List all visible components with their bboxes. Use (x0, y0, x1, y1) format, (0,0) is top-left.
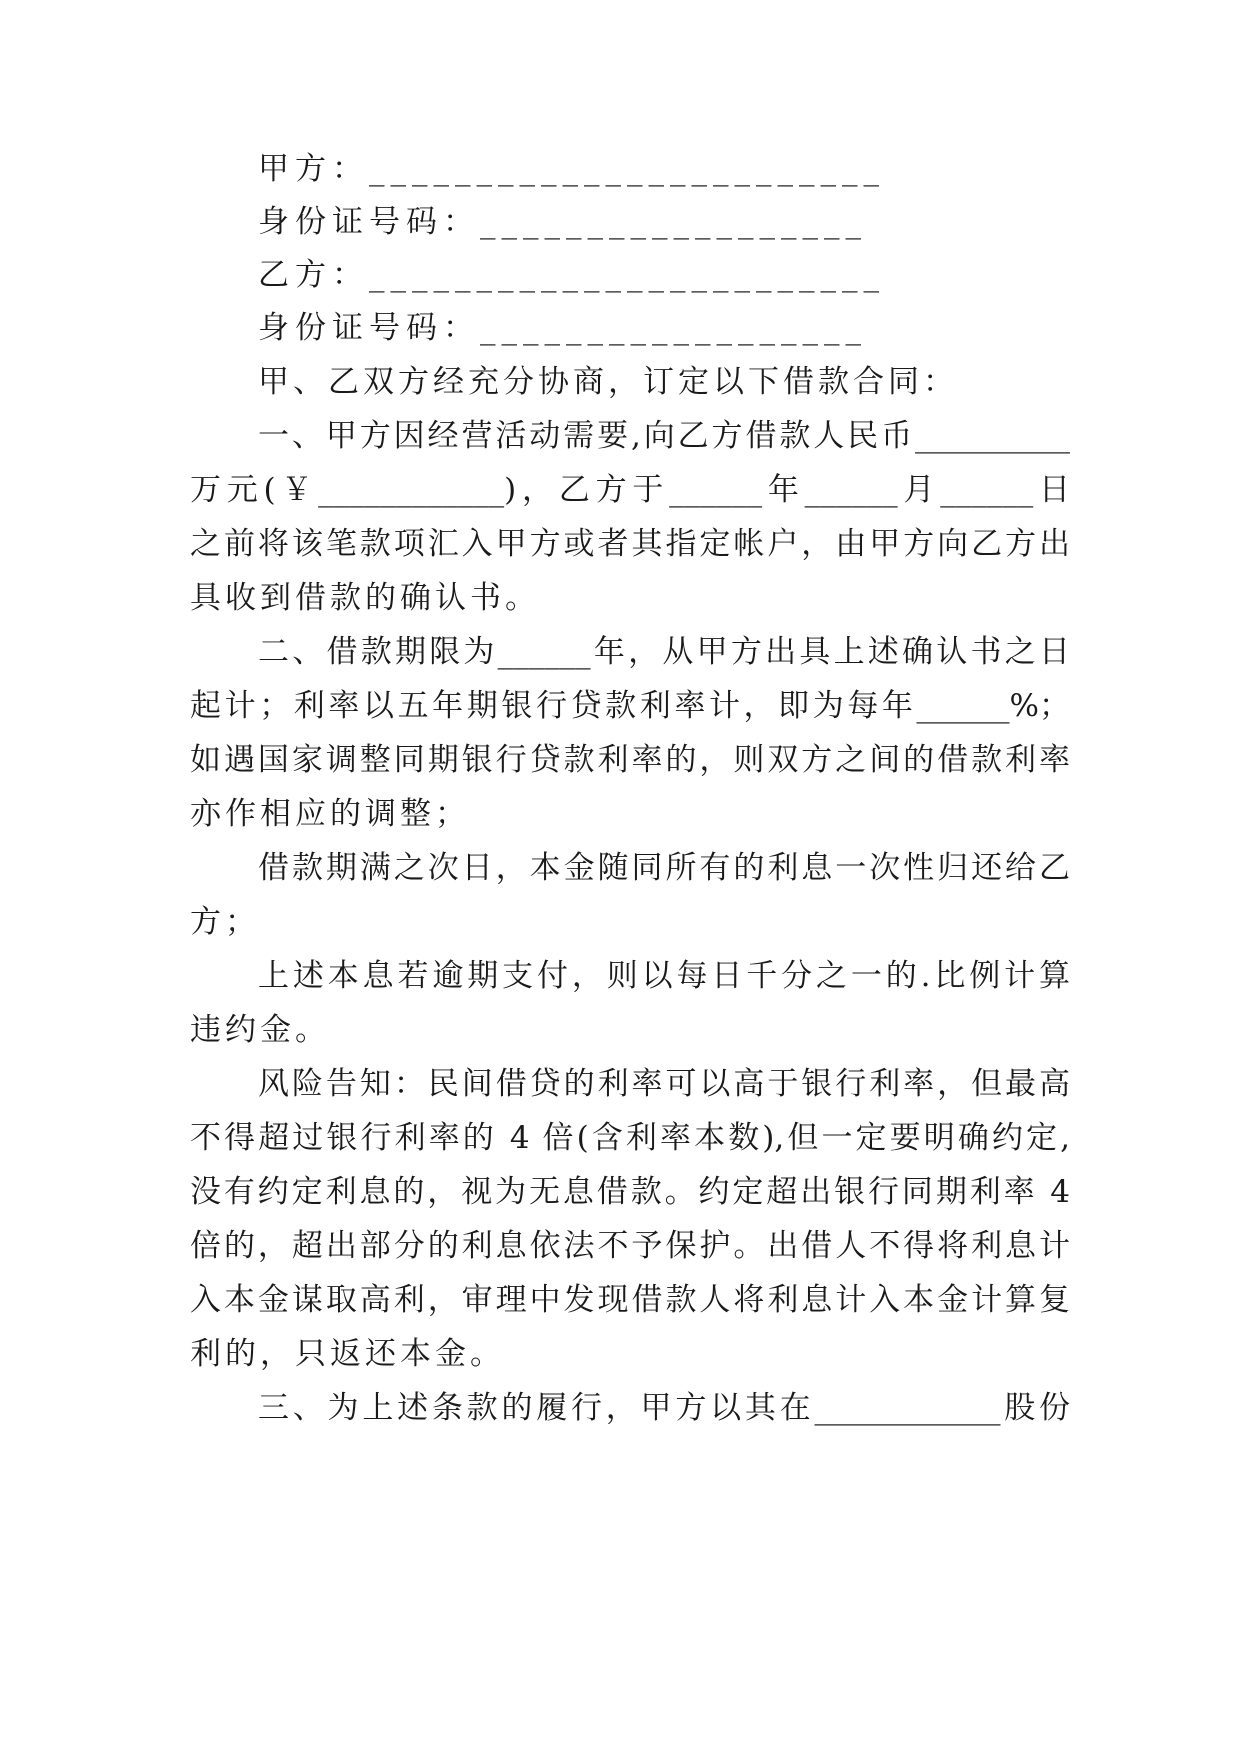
clause-1-line-2: 万元(￥____________)，乙方于______年______月______日 (190, 472, 1070, 508)
clause-2-line-4: 亦作相应的调整； (190, 796, 470, 832)
risk-notice-line-4: 倍的，超出部分的利息依法不予保护。出借人不得将利息计 (190, 1228, 1070, 1264)
penalty-line-2: 违约金。 (190, 1012, 330, 1048)
clause-1-line-1: 一、甲方因经营活动需要,向乙方借款人民币__________ (258, 418, 1070, 454)
party-a-field: 甲方：________________________ (258, 151, 885, 187)
risk-notice-line-2: 不得超过银行利率的 4 倍(含利率本数),但一定要明确约定, (190, 1120, 1070, 1156)
intro-line: 甲、乙双方经充分协商，订定以下借款合同： (258, 364, 958, 400)
repayment-line-1: 借款期满之次日，本金随同所有的利息一次性归还给乙 (258, 850, 1070, 886)
risk-notice-line-3: 没有约定利息的，视为无息借款。约定超出银行同期利率 4 (190, 1174, 1070, 1210)
clause-3-line-1: 三、为上述条款的履行，甲方以其在____________股份 (258, 1390, 1070, 1426)
clause-2-line-2: 起计；利率以五年期银行贷款利率计，即为每年______%； (190, 688, 1070, 724)
clause-2-line-1: 二、借款期限为______年，从甲方出具上述确认书之日 (258, 634, 1070, 670)
risk-notice-line-5: 入本金谋取高利，审理中发现借款人将利息计入本金计算复 (190, 1282, 1070, 1318)
risk-notice-line-1: 风险告知：民间借贷的利率可以高于银行利率，但最高 (258, 1066, 1070, 1102)
repayment-line-2: 方； (190, 904, 260, 940)
clause-1-line-3: 之前将该笔款项汇入甲方或者其指定帐户，由甲方向乙方出 (190, 526, 1070, 562)
id-number-a-field: 身份证号码：__________________ (258, 204, 867, 240)
clause-2-line-3: 如遇国家调整同期银行贷款利率的，则双方之间的借款利率 (190, 742, 1070, 778)
party-b-field: 乙方：________________________ (258, 257, 885, 293)
id-number-b-field: 身份证号码：__________________ (258, 310, 867, 346)
risk-notice-line-6: 利的，只返还本金。 (190, 1336, 505, 1372)
clause-1-line-4: 具收到借款的确认书。 (190, 580, 540, 616)
penalty-line-1: 上述本息若逾期支付，则以每日千分之一的.比例计算 (258, 958, 1070, 994)
